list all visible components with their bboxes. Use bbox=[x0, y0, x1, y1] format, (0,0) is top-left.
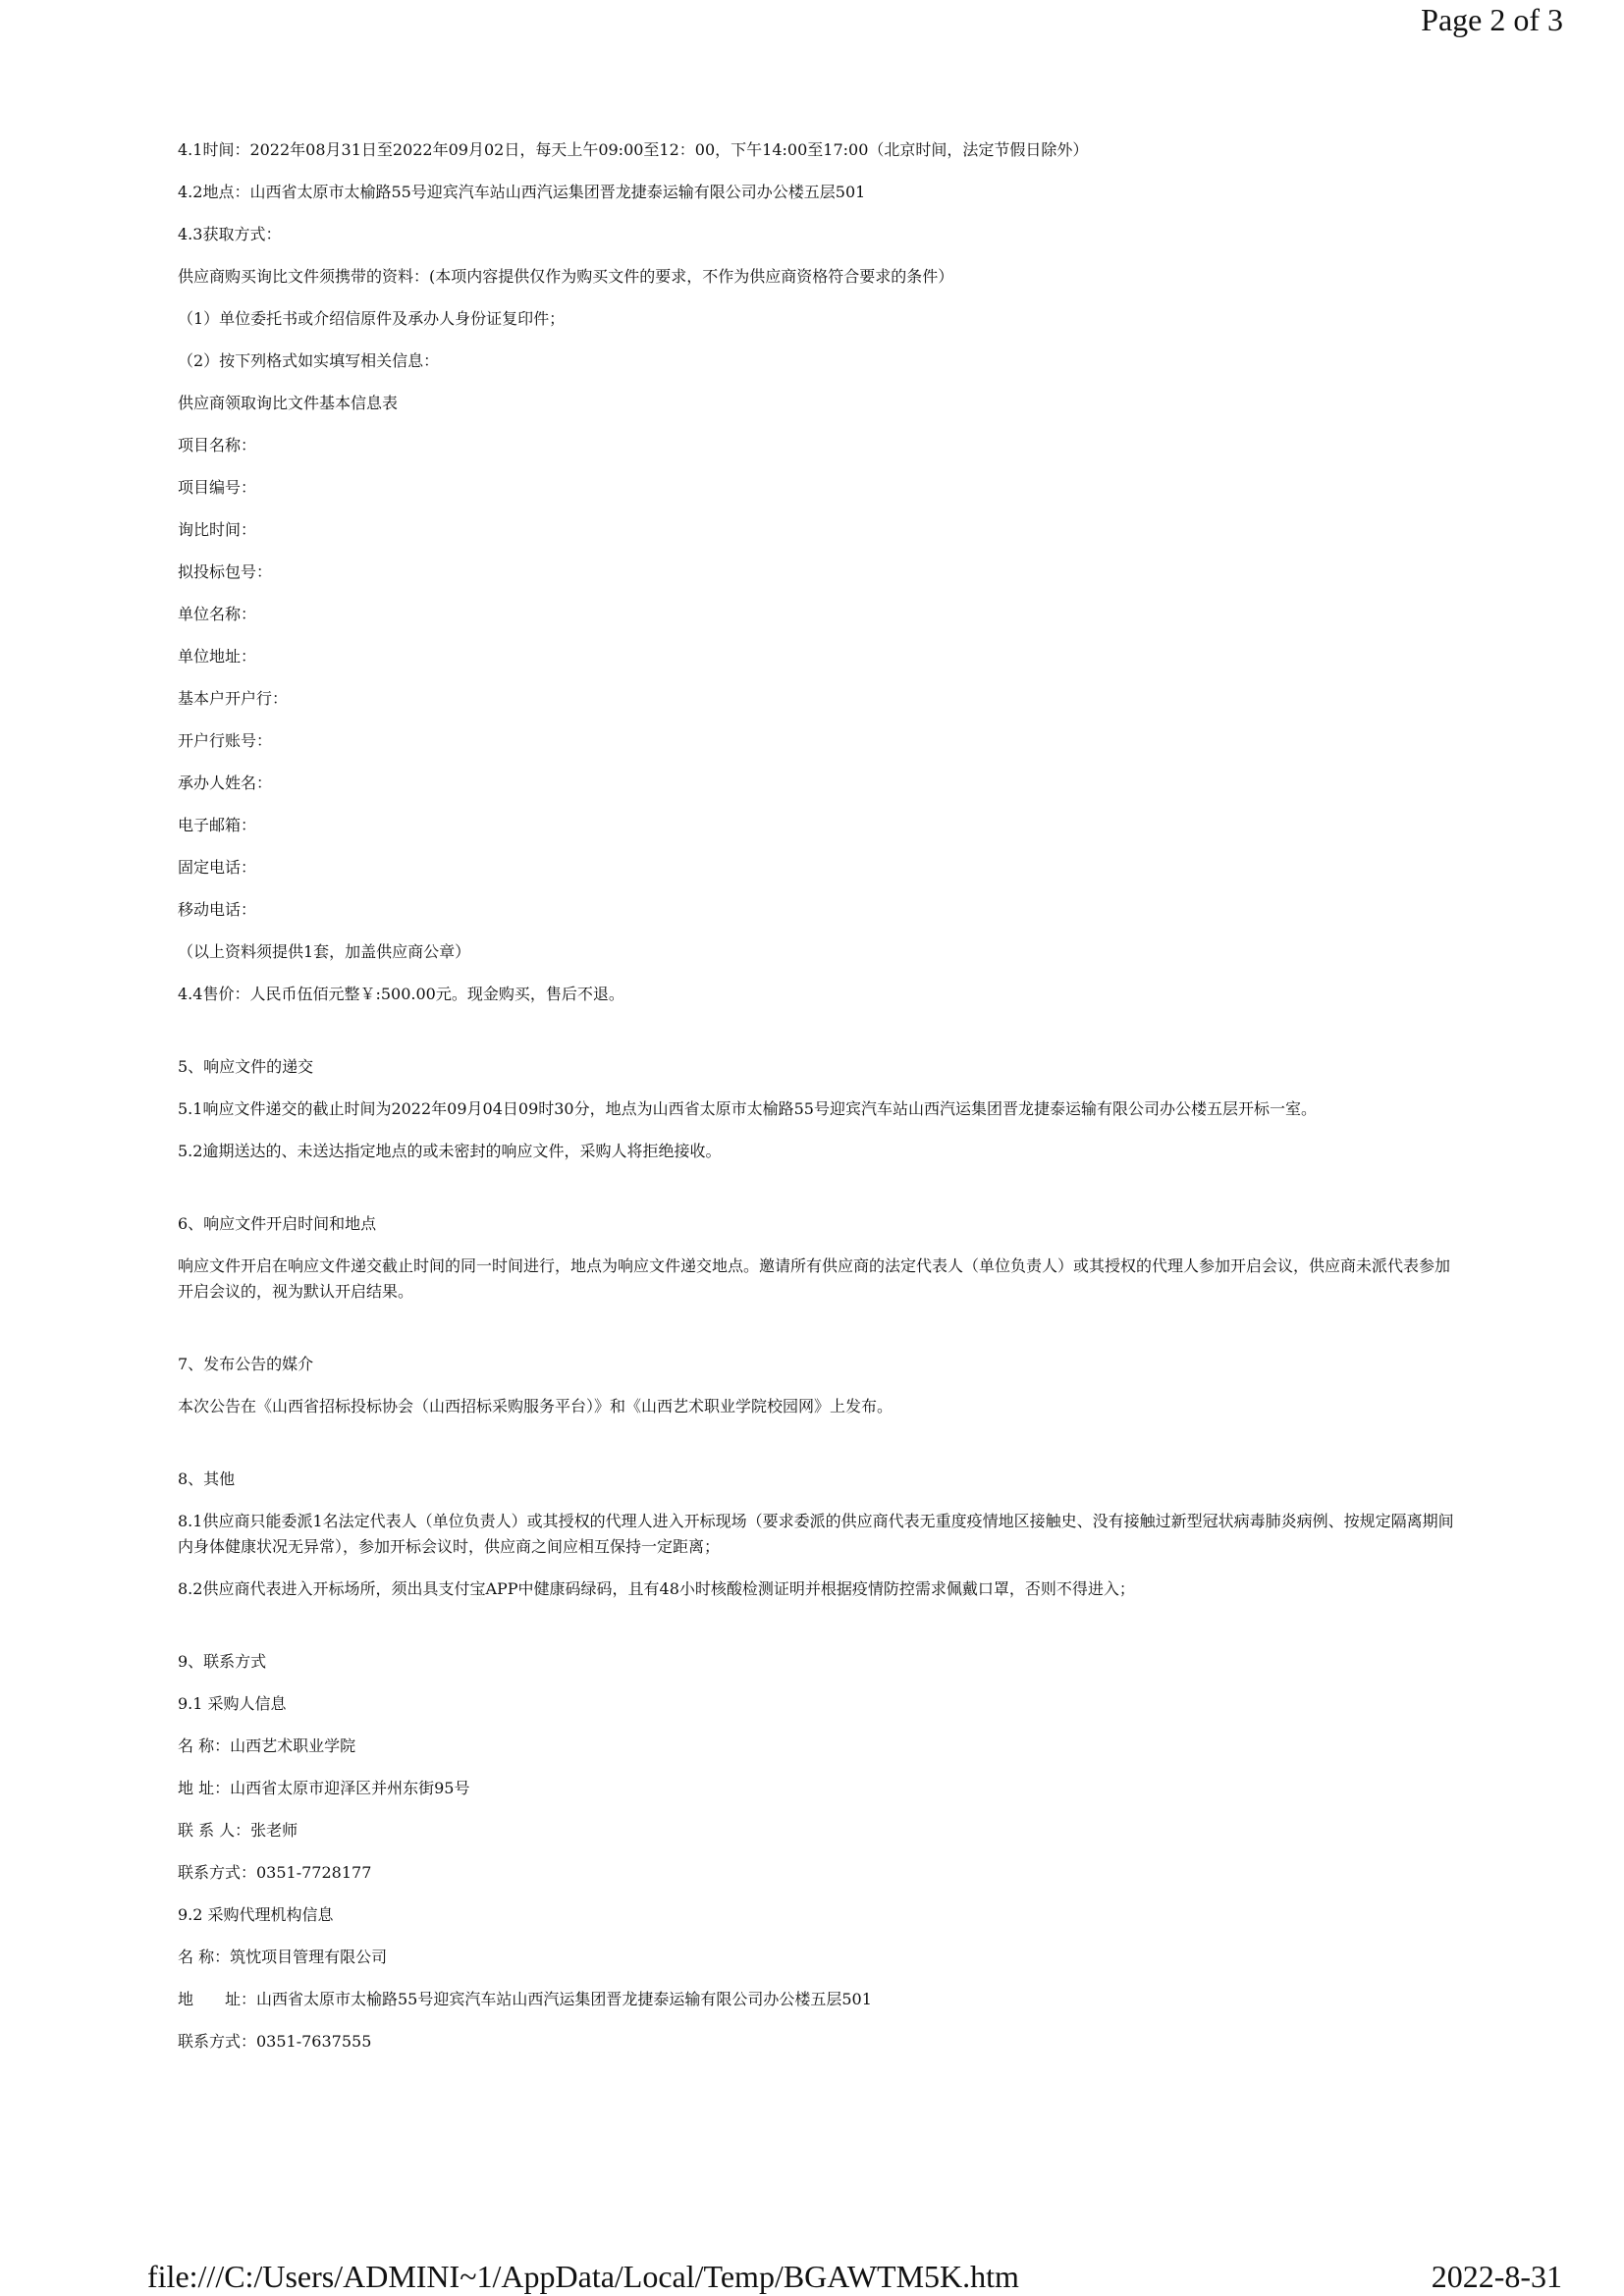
print-date: 2022-8-31 bbox=[1431, 2259, 1562, 2294]
price-paragraph: 4.4售价：人民币伍佰元整￥:500.00元。现金购买，售后不退。 bbox=[178, 985, 624, 1003]
page-footer bbox=[147, 2257, 1562, 2296]
section-7-title: 7、发布公告的媒介 bbox=[178, 1355, 314, 1373]
form-field: 承办人姓名： bbox=[178, 774, 273, 792]
buyer-contact: 联 系 人：张老师 bbox=[178, 1821, 298, 1840]
form-title: 供应商领取询比文件基本信息表 bbox=[178, 394, 399, 412]
section-6-title: 6、响应文件开启时间和地点 bbox=[178, 1214, 377, 1233]
section-8-1: 8.1供应商只能委派1名法定代表人（单位负责人）或其授权的代理人进入开标现场（要求委派的供应商代表无重度疫情地区接触史、没有接触过新型冠状病毒肺炎病例、按规定隔离期间内身体健康状况无异常），参加开标会议时，供应商之间应相互保持一定距离； bbox=[178, 1512, 1454, 1556]
form-field: 固定电话： bbox=[178, 858, 257, 877]
form-field: 移动电话： bbox=[178, 900, 257, 919]
form-field: 基本户开户行： bbox=[178, 689, 289, 708]
form-field: 单位名称： bbox=[178, 605, 257, 623]
section-8-title: 8、其他 bbox=[178, 1469, 236, 1488]
time-paragraph: 4.1时间：2022年08月31日至2022年09月02日，每天上午09:00至12：00，下午14:00至17:00（北京时间，法定节假日除外） bbox=[178, 140, 1089, 159]
buyer-info-heading: 9.1 采购人信息 bbox=[178, 1694, 287, 1713]
section-5-2: 5.2逾期送达的、未送达指定地点的或未密封的响应文件，采购人将拒绝接收。 bbox=[178, 1142, 722, 1160]
agent-info-heading: 9.2 采购代理机构信息 bbox=[178, 1905, 334, 1924]
section-9-title: 9、联系方式 bbox=[178, 1652, 267, 1671]
form-field: 拟投标包号： bbox=[178, 562, 273, 581]
form-field: 询比时间： bbox=[178, 520, 257, 539]
form-field: 电子邮箱： bbox=[178, 816, 257, 834]
location-paragraph: 4.2地点：山西省太原市太榆路55号迎宾汽车站山西汽运集团晋龙捷泰运输有限公司办公楼五层501 bbox=[178, 183, 866, 201]
form-note: （以上资料须提供1套，加盖供应商公章） bbox=[178, 942, 471, 961]
materials-item-2: （2）按下列格式如实填写相关信息： bbox=[178, 351, 440, 370]
materials-item-1: （1）单位委托书或介绍信原件及承办人身份证复印件； bbox=[178, 309, 566, 328]
agent-address: 地 址：山西省太原市太榆路55号迎宾汽车站山西汽运集团晋龙捷泰运输有限公司办公楼五层501 bbox=[178, 1990, 872, 2008]
section-8-2: 8.2供应商代表进入开标场所，须出具支付宝APP中健康码绿码，且有48小时核酸检测证明并根据疫情防控需求佩戴口罩，否则不得进入； bbox=[178, 1579, 1135, 1598]
materials-paragraph: 供应商购买询比文件须携带的资料：(本项内容提供仅作为购买文件的要求，不作为供应商资格符合要求的条件） bbox=[178, 267, 954, 286]
section-5-title: 5、响应文件的递交 bbox=[178, 1057, 314, 1076]
form-field: 开户行账号： bbox=[178, 731, 273, 750]
section-5-1: 5.1响应文件递交的截止时间为2022年09月04日09时30分，地点为山西省太原市太榆路55号迎宾汽车站山西汽运集团晋龙捷泰运输有限公司办公楼五层开标一室。 bbox=[178, 1099, 1317, 1118]
buyer-phone: 联系方式：0351-7728177 bbox=[178, 1863, 372, 1882]
agent-phone: 联系方式：0351-7637555 bbox=[178, 2032, 372, 2051]
form-field: 单位地址： bbox=[178, 647, 257, 666]
form-field: 项目名称： bbox=[178, 436, 257, 454]
section-7-text: 本次公告在《山西省招标投标协会（山西招标采购服务平台）》和《山西艺术职业学院校园网》上发布。 bbox=[178, 1397, 893, 1415]
page-indicator: Page 2 of 3 bbox=[1421, 2, 1563, 37]
acquisition-method: 4.3获取方式： bbox=[178, 225, 282, 243]
buyer-name: 名 称：山西艺术职业学院 bbox=[178, 1736, 356, 1755]
document-body bbox=[178, 137, 1454, 2055]
buyer-address: 地 址：山西省太原市迎泽区并州东街95号 bbox=[178, 1779, 470, 1797]
section-6-text: 响应文件开启在响应文件递交截止时间的同一时间进行，地点为响应文件递交地点。邀请所有供应商的法定代表人（单位负责人）或其授权的代理人参加开启会议，供应商未派代表参加开启会议的，视为默认开启结果。 bbox=[178, 1256, 1451, 1301]
file-path: file:///C:/Users/ADMINI~1/AppData/Local/Temp/BGAWTM5K.htm bbox=[147, 2259, 1019, 2294]
form-field: 项目编号： bbox=[178, 478, 257, 497]
agent-name: 名 称：筑忱项目管理有限公司 bbox=[178, 1948, 388, 1966]
